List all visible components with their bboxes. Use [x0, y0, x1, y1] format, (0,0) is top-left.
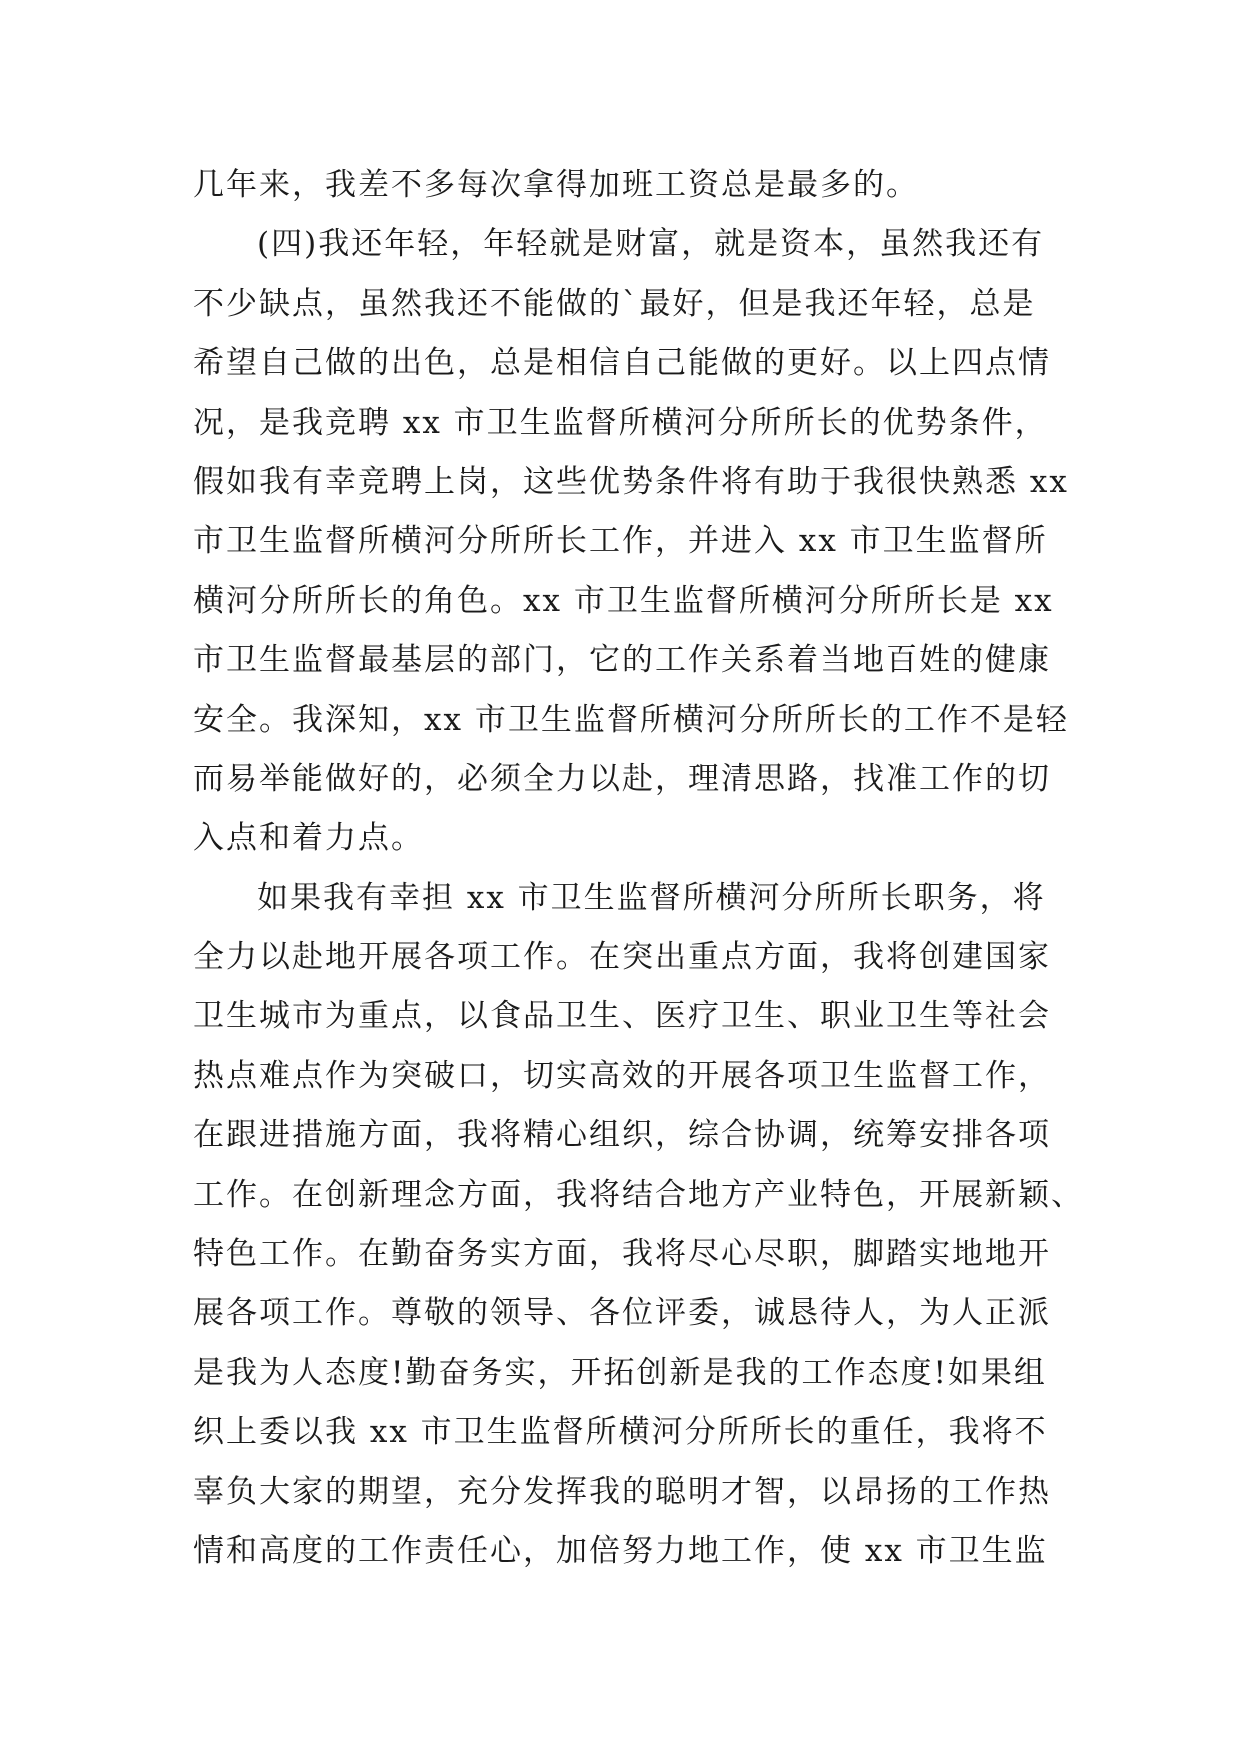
text-line: 横河分所所长的角色。xx 市卫生监督所横河分所所长是 xx [193, 582, 1054, 619]
text-line: 况，是我竞聘 xx 市卫生监督所横河分所所长的优势条件， [193, 404, 1048, 441]
text-line: 展各项工作。尊敬的领导、各位评委，诚恳待人，为人正派 [193, 1295, 1051, 1332]
paragraph-start-line: 如果我有幸担 xx 市卫生监督所横河分所所长职务，将 [257, 879, 1046, 916]
text-line: 市卫生监督最基层的部门，它的工作关系着当地百姓的健康 [193, 642, 1051, 679]
text-line: 织上委以我 xx 市卫生监督所横河分所所长的重任，我将不 [193, 1414, 1048, 1451]
body-text [193, 156, 1084, 1581]
text-line: 情和高度的工作责任心，加倍努力地工作，使 xx 市卫生监 [193, 1532, 1048, 1569]
text-line: 几年来，我差不多每次拿得加班工资总是最多的。 [193, 167, 919, 203]
text-line: 工作。在创新理念方面，我将结合地方产业特色，开展新颖、 [193, 1176, 1084, 1213]
text-line: 在跟进措施方面，我将精心组织，综合协调，统筹安排各项 [193, 1117, 1051, 1154]
text-line: 辜负大家的期望，充分发挥我的聪明才智，以昂扬的工作热 [193, 1473, 1051, 1510]
text-line: 全力以赴地开展各项工作。在突出重点方面，我将创建国家 [193, 939, 1051, 976]
paragraph-start-line: (四)我还年轻，年轻就是财富，就是资本，虽然我还有 [257, 226, 1045, 263]
text-line: 不少缺点，虽然我还不能做的`最好，但是我还年轻，总是 [193, 285, 1036, 322]
text-line: 特色工作。在勤奋务实方面，我将尽心尽职，脚踏实地地开 [193, 1236, 1051, 1273]
text-line: 而易举能做好的，必须全力以赴，理清思路，找准工作的切 [193, 760, 1051, 797]
text-line: 热点难点作为突破口，切实高效的开展各项卫生监督工作， [193, 1057, 1051, 1094]
text-line: 希望自己做的出色，总是相信自己能做的更好。以上四点情 [193, 345, 1051, 382]
text-line: 是我为人态度!勤奋务实，开拓创新是我的工作态度!如果组 [193, 1354, 1047, 1391]
text-line: 安全。我深知，xx 市卫生监督所横河分所所长的工作不是轻 [193, 701, 1069, 738]
text-line: 卫生城市为重点，以食品卫生、医疗卫生、职业卫生等社会 [193, 998, 1051, 1035]
text-line: 假如我有幸竞聘上岗，这些优势条件将有助于我很快熟悉 xx [193, 463, 1069, 500]
text-line: 市卫生监督所横河分所所长工作，并进入 xx 市卫生监督所 [193, 523, 1048, 560]
text-line: 入点和着力点。 [193, 820, 424, 857]
